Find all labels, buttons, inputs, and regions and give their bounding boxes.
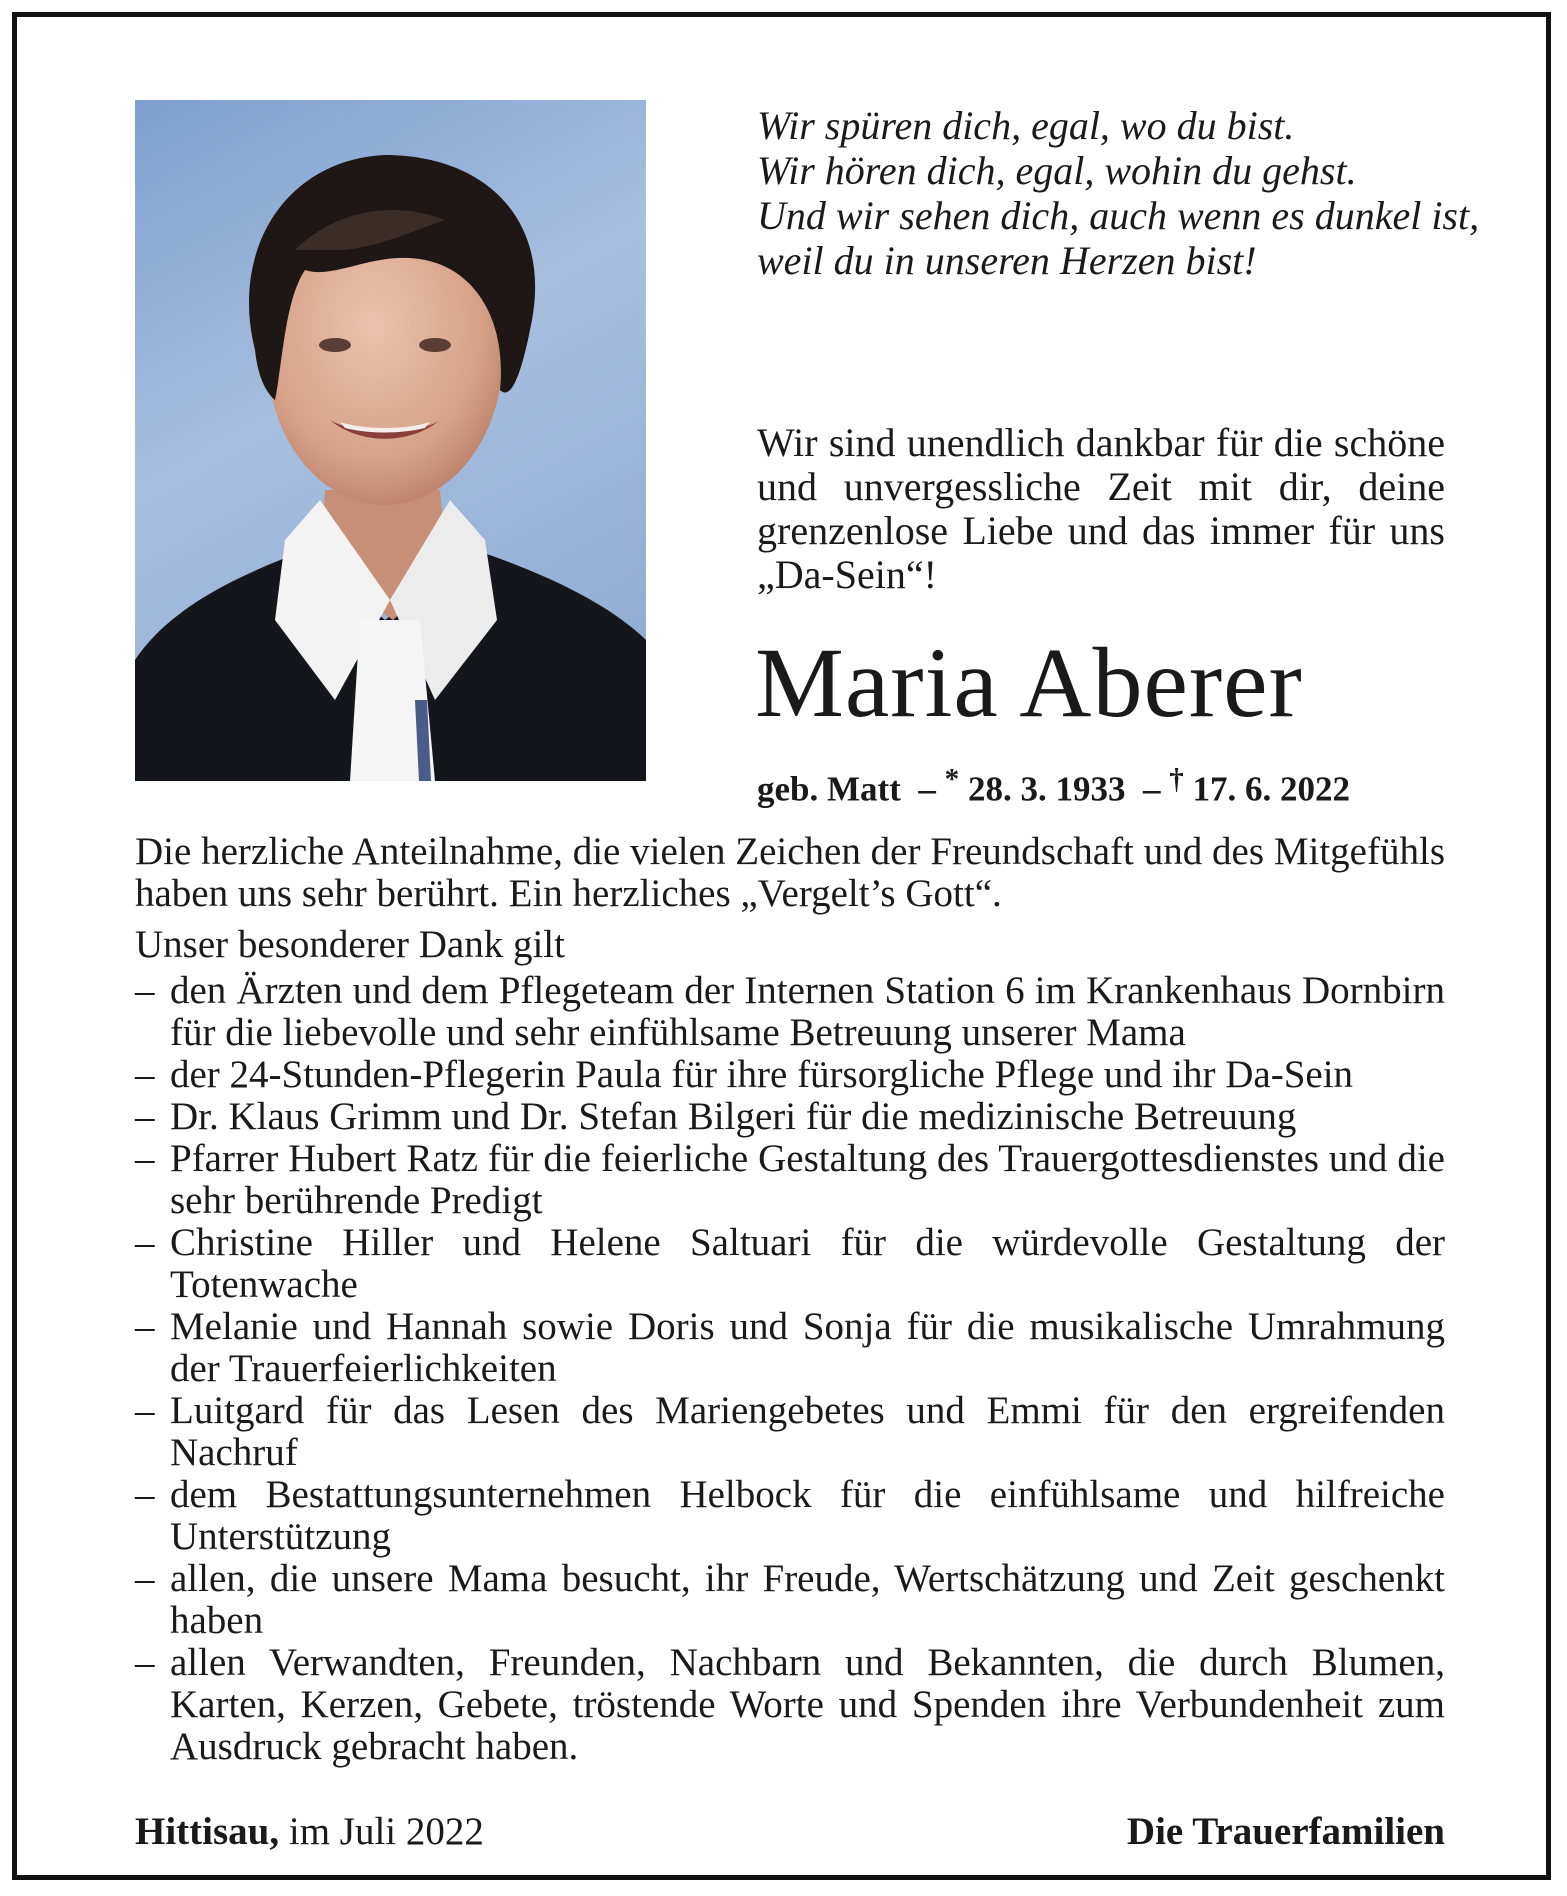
date: im Juli 2022 <box>288 1810 484 1853</box>
thanks-lead: Unser besonderer Dank gilt <box>135 923 565 966</box>
separator: – <box>909 769 945 809</box>
poem-line: Wir hören dich, egal, wohin du gehst. <box>757 148 1357 193</box>
list-item: – dem Bestattungsunternehmen Helbock für die einfühlsame und hilfreiche Unterstützung <box>135 1473 1445 1558</box>
list-item: – allen Verwandten, Freunden, Nachbarn und Bekannten, die durch Blumen, Karten, Kerzen, Gebete, tröstende Worte und Spenden ihre Verbundenheit zum Ausdruck gebracht haben. <box>135 1641 1445 1768</box>
poem <box>757 103 1480 283</box>
poem-line: Wir spüren dich, egal, wo du bist. <box>757 103 1295 148</box>
list-item: – allen, die unsere Mama besucht, ihr Freude, Wertschätzung und Zeit geschenkt haben <box>135 1557 1445 1642</box>
poem-line: weil du in unseren Herzen bist! <box>757 238 1257 283</box>
birth-symbol: * <box>944 763 960 795</box>
thanks-list <box>135 970 1445 1768</box>
birth-name: geb. Matt <box>757 769 901 809</box>
place: Hittisau, <box>135 1810 280 1853</box>
list-item: – Melanie und Hannah sowie Doris und Sonja für die musikalische Umrahmung der Trauerfeierlichkeiten <box>135 1305 1445 1390</box>
portrait-photo <box>135 100 646 781</box>
birth-date: 28. 3. 1933 <box>967 769 1126 809</box>
footer <box>135 1810 1445 1854</box>
portrait-illustration <box>135 100 646 781</box>
obituary-card <box>12 12 1551 1880</box>
death-symbol: † <box>1169 763 1184 795</box>
deceased-name: Maria Aberer <box>755 627 1303 738</box>
list-item: – Christine Hiller und Helene Saltuari für die würdevolle Gestaltung der Totenwache <box>135 1221 1445 1306</box>
gratitude-text: Wir sind unendlich dankbar für die schöne und unvergessliche Zeit mit dir, deine grenzenlose Liebe und das immer für uns „Da-Sein“! <box>757 420 1445 597</box>
death-date: 17. 6. 2022 <box>1192 769 1351 809</box>
acknowledgement-body <box>135 831 1445 1768</box>
list-item: – den Ärzten und dem Pflegeteam der Internen Station 6 im Krankenhaus Dornbirn für die liebevolle und sehr einfühlsame Betreuung unserer Mama <box>135 969 1445 1054</box>
poem-line: Und wir sehen dich, auch wenn es dunkel ist, <box>757 193 1480 238</box>
list-item: – der 24-Stunden-Pflegerin Paula für ihre fürsorgliche Pflege und ihr Da-Sein <box>135 1053 1354 1096</box>
intro-paragraph: Die herzliche Anteilnahme, die vielen Zeichen der Freundschaft und des Mitgefühls haben uns sehr berührt. Ein herzliches „Vergelt’s Gott“. <box>135 830 1445 915</box>
separator: – <box>1134 769 1170 809</box>
list-item: – Luitgard für das Lesen des Mariengebetes und Emmi für den ergreifenden Nachruf <box>135 1389 1445 1474</box>
list-item: – Dr. Klaus Grimm und Dr. Stefan Bilgeri für die medizinische Betreuung <box>135 1095 1297 1138</box>
list-item: – Pfarrer Hubert Ratz für die feierliche Gestaltung des Trauergottesdienstes und die sehr berührende Predigt <box>135 1137 1445 1222</box>
life-dates <box>757 758 1350 811</box>
signature: Die Trauerfamilien <box>1126 1810 1445 1853</box>
